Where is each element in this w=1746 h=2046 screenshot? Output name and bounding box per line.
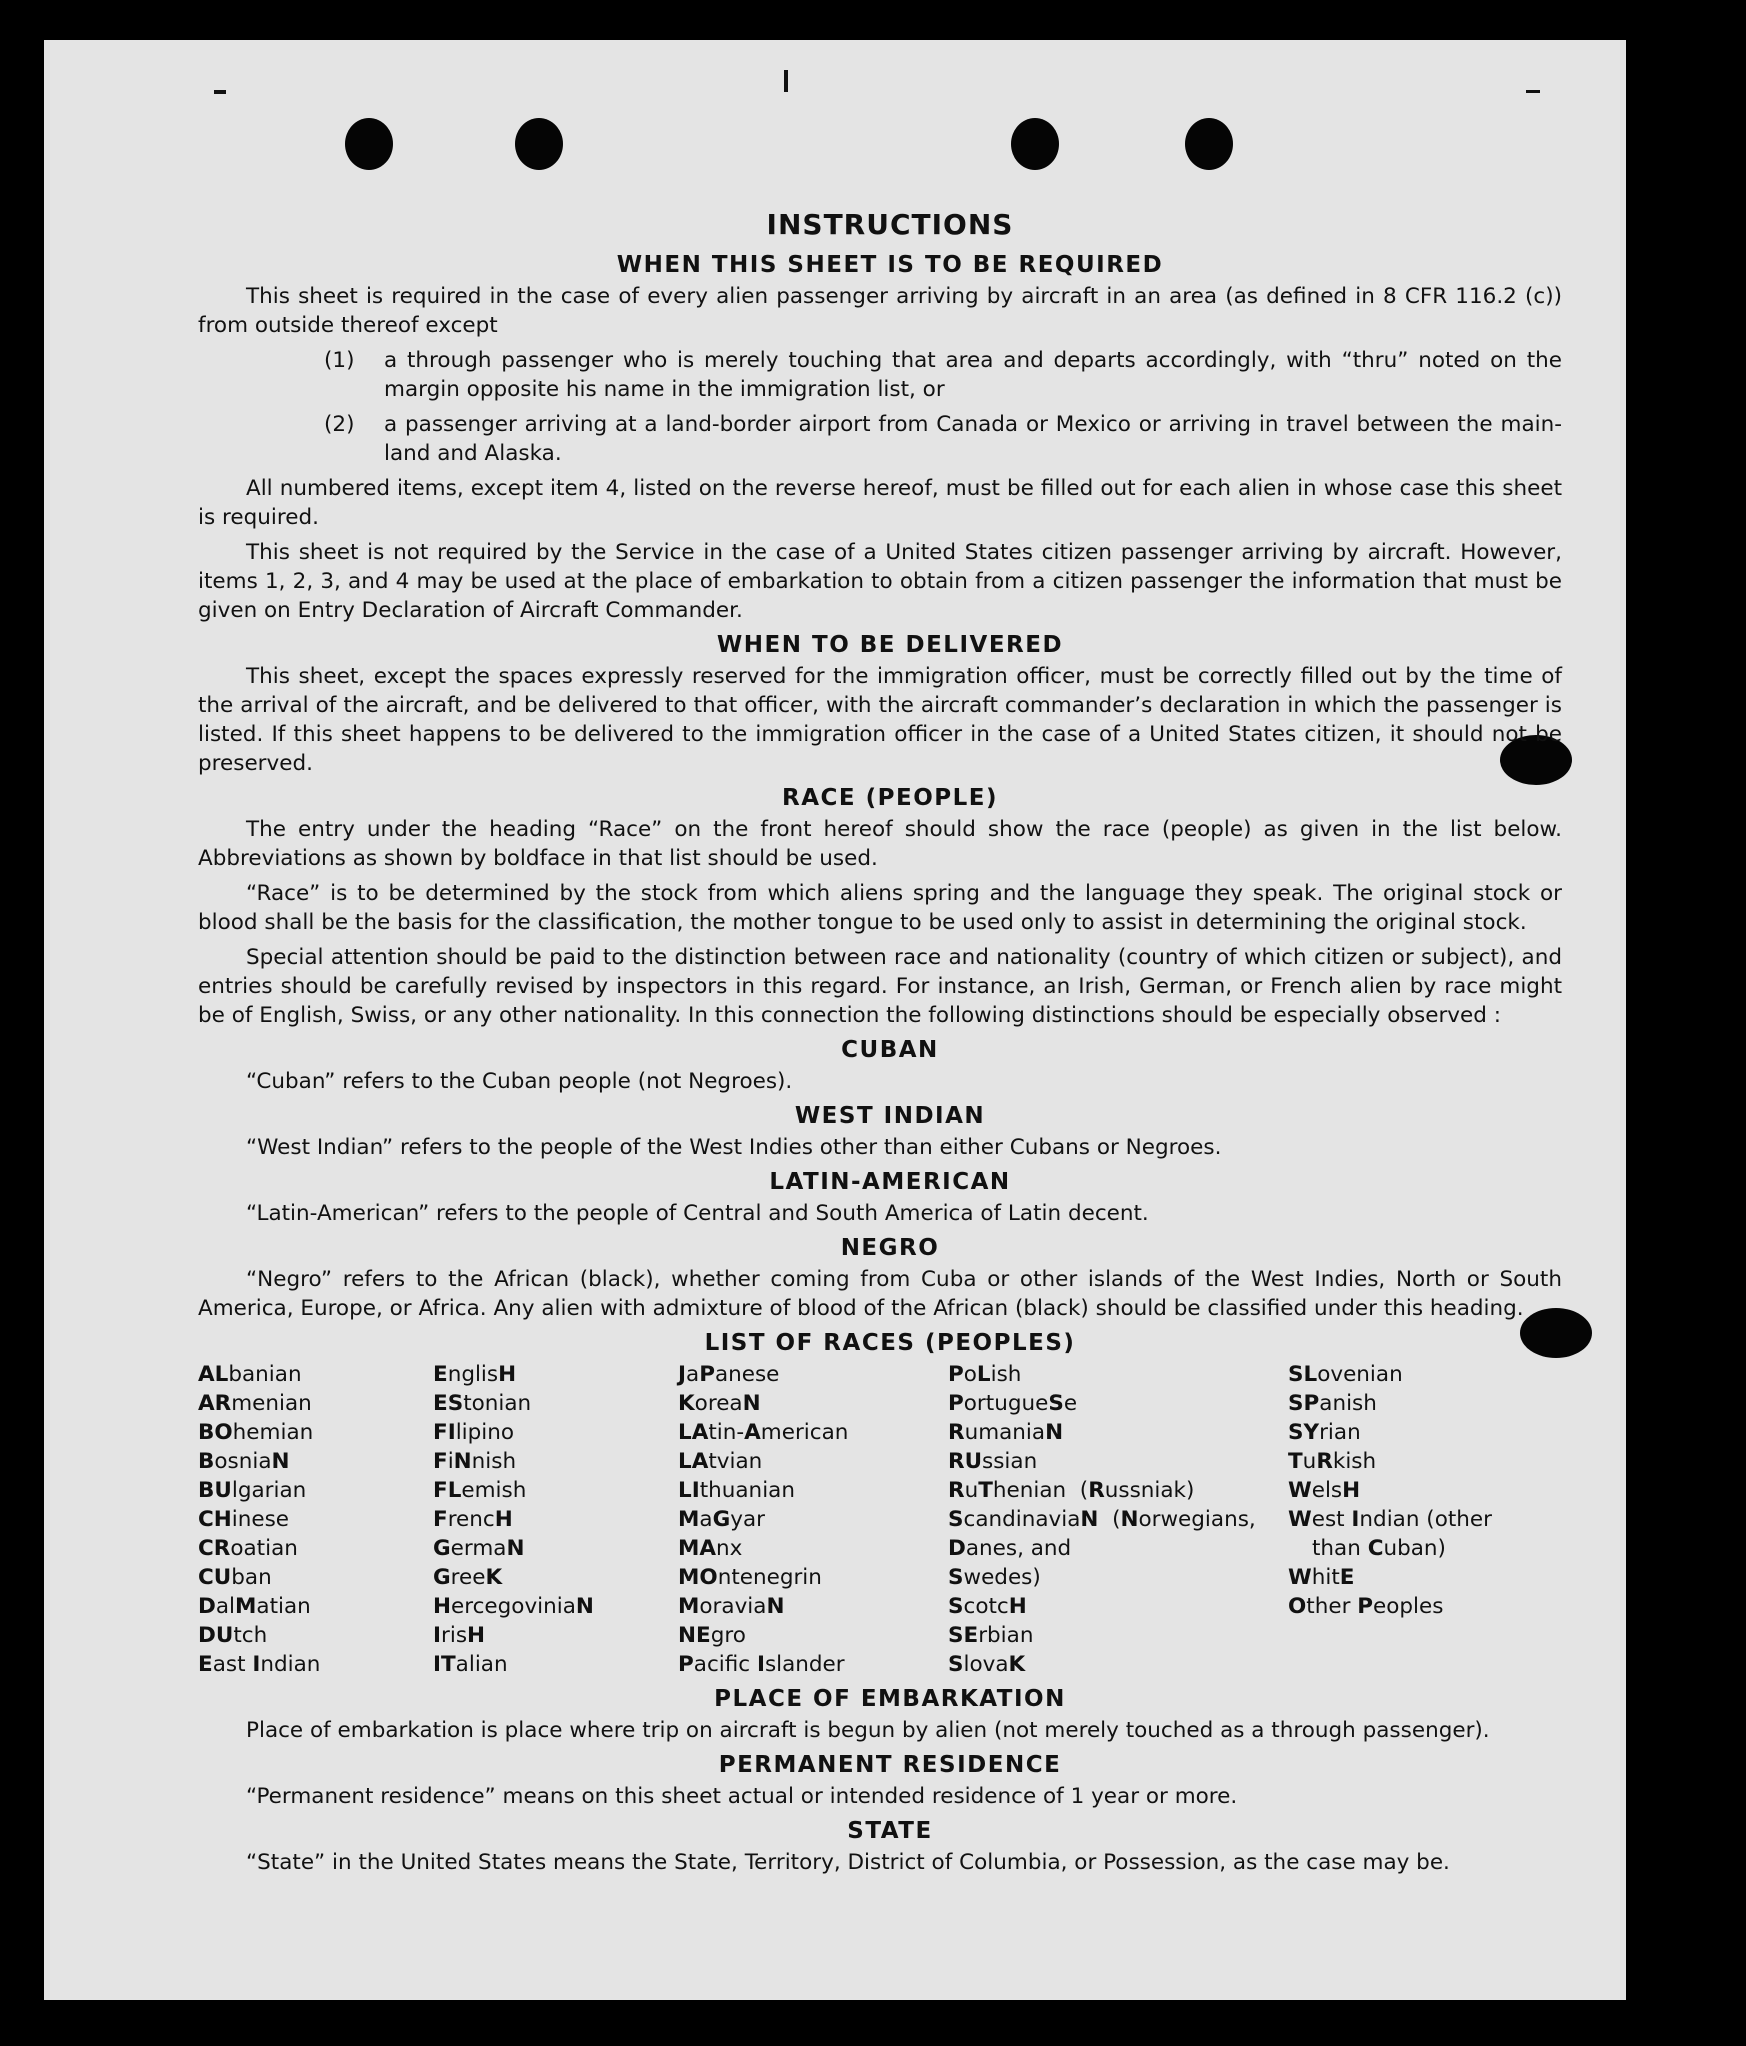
race-entry: SlovaK [948, 1652, 1026, 1677]
paragraph-numbered-items: All numbered items, except item 4, listed on the reverse hereof, must be filled out for each alien in whose case this sheet is required. [198, 476, 1562, 530]
paragraph-west-indian: “West Indian” refers to the people of the West Indies other than either Cubans or Negroes. [246, 1135, 1222, 1160]
paragraph-delivered: This sheet, except the spaces expressly reserved for the immigration officer, must be correctly filled out by the time of the arrival of the aircraft, and be delivered to that officer, with the aircraft commander’s declaration in which the passenger is listed. If this sheet happens to be delivered to the immigration officer in the case of a United States citizen, it should not be preserved. [198, 664, 1562, 776]
race-entry: KoreaN [678, 1391, 761, 1416]
exception-item [198, 346, 1562, 404]
race-entry: BUlgarian [198, 1478, 307, 1503]
race-entry: MAnx [678, 1536, 743, 1561]
race-entry: NEgro [678, 1623, 746, 1648]
race-entry: WhitE [1288, 1565, 1355, 1590]
heading-when-required: WHEN THIS SHEET IS TO BE REQUIRED [616, 252, 1164, 278]
race-entry: DUtch [198, 1623, 268, 1648]
paragraph-cuban: “Cuban” refers to the Cuban people (not Negroes). [246, 1069, 793, 1094]
race-entry: BOhemian [198, 1420, 314, 1445]
race-entry: FIlipino [433, 1420, 515, 1445]
race-entry: RUssian [948, 1449, 1038, 1474]
item-number: (2) [324, 412, 355, 437]
race-entry: MoraviaN [678, 1594, 785, 1619]
paragraph-negro: “Negro” refers to the African (black), whether coming from Cuba or other islands of the West Indies, North or South America, Europe, or Africa. Any alien with admixture of blood of the African (black) should be classified under this heading. [198, 1267, 1562, 1321]
paragraph-citizen: This sheet is not required by the Service in the case of a United States citizen passenger arriving by aircraft. However, items 1, 2, 3, and 4 may be used at the place of embarkation to obtain from a citizen passenger the information that must be given on Entry Declaration of Aircraft Commander. [198, 540, 1562, 623]
race-entry: Other Peoples [1288, 1594, 1444, 1619]
races-column [1288, 1360, 1548, 1679]
race-entry: BosniaN [198, 1449, 290, 1474]
race-entry: SErbian [948, 1623, 1034, 1648]
race-entry: EnglisH [433, 1362, 517, 1387]
race-entry: TuRkish [1288, 1449, 1377, 1474]
race-entry: HercegoviniaN [433, 1594, 594, 1619]
race-entry: SPanish [1288, 1391, 1377, 1416]
race-entry: Danes, and [948, 1536, 1072, 1561]
heading-race: RACE (PEOPLE) [782, 785, 998, 811]
speck [214, 90, 226, 94]
item-number: (1) [324, 348, 355, 373]
race-entry: PortugueSe [948, 1391, 1078, 1416]
punch-hole [345, 118, 393, 170]
races-column [433, 1360, 678, 1679]
speck [784, 70, 788, 92]
heading-list-of-races: LIST OF RACES (PEOPLES) [704, 1330, 1076, 1356]
heading-when-delivered: WHEN TO BE DELIVERED [716, 632, 1064, 658]
heading-negro: NEGRO [840, 1235, 940, 1261]
punch-hole [1011, 118, 1059, 170]
paragraph-state: “State” in the United States means the State, Territory, District of Columbia, or Possession, as the case may be. [246, 1850, 1450, 1875]
race-entry: EStonian [433, 1391, 532, 1416]
paragraph-embarkation: Place of embarkation is place where trip on aircraft is begun by alien (not merely touched as a through passenger). [246, 1718, 1490, 1743]
paragraph-residence: “Permanent residence” means on this sheet actual or intended residence of 1 year or more. [246, 1784, 1238, 1809]
race-entry: SLovenian [1288, 1362, 1403, 1387]
race-entry: MOntenegrin [678, 1565, 822, 1590]
race-entry: IrisH [433, 1623, 486, 1648]
race-entry: SYrian [1288, 1420, 1361, 1445]
race-entry: CHinese [198, 1507, 290, 1532]
heading-west-indian: WEST INDIAN [794, 1103, 986, 1129]
race-entry: MaGyar [678, 1507, 765, 1532]
race-entry: JaPanese [678, 1362, 780, 1387]
punch-hole [1185, 118, 1233, 170]
heading-place-of-embarkation: PLACE OF EMBARKATION [714, 1686, 1066, 1712]
heading-cuban: CUBAN [841, 1037, 939, 1063]
race-entry: LAtvian [678, 1449, 763, 1474]
race-entry: Swedes) [948, 1565, 1041, 1590]
paragraph-latin-american: “Latin-American” refers to the people of Central and South America of Latin decent. [246, 1201, 1149, 1226]
races-list [198, 1360, 1562, 1679]
race-entry: GreeK [433, 1565, 503, 1590]
race-entry: ARmenian [198, 1391, 312, 1416]
instructions-body [198, 210, 1562, 1883]
punch-hole [515, 118, 563, 170]
paragraph-race-3: Special attention should be paid to the distinction between race and nationality (country of which citizen or subject), and entries should be carefully revised by inspectors in this regard. For instance, an Irish, German, or French alien by race might be of English, Swiss, or any other nationality. In this connection the following distinctions should be especially observed : [198, 945, 1562, 1028]
paragraph-race-1: The entry under the heading “Race” on the front hereof should show the race (people) as given in the list below. Abbreviations as shown by boldface in that list should be used. [198, 817, 1562, 871]
speck [1526, 90, 1540, 93]
race-entry: DalMatian [198, 1594, 311, 1619]
race-entry: West Indian (other [1288, 1507, 1492, 1532]
race-entry: WelsH [1288, 1478, 1361, 1503]
race-entry: RumaniaN [948, 1420, 1064, 1445]
races-column [948, 1360, 1288, 1679]
item-text: a through passenger who is merely touching that area and departs accordingly, with “thru” noted on the margin opposite his name in the immigration list, or [384, 348, 1562, 402]
race-entry: FrencH [433, 1507, 513, 1532]
race-entry: East Indian [198, 1652, 321, 1677]
races-column [198, 1360, 433, 1679]
race-entry: FLemish [433, 1478, 527, 1503]
race-entry: CUban [198, 1565, 272, 1590]
paragraph-race-2: “Race” is to be determined by the stock from which aliens spring and the language they speak. The original stock or blood shall be the basis for the classification, the mother tongue to be used only to assist in determining the original stock. [198, 881, 1562, 935]
race-entry: RuThenian (Russniak) [948, 1478, 1195, 1503]
race-entry: LAtin-American [678, 1420, 849, 1445]
races-column [678, 1360, 948, 1679]
race-entry: Pacific Islander [678, 1652, 845, 1677]
page-title: INSTRUCTIONS [766, 208, 1014, 241]
race-entry: FiNnish [433, 1449, 517, 1474]
race-entry: ALbanian [198, 1362, 302, 1387]
race-entry: CRoatian [198, 1536, 298, 1561]
race-entry: ScotcH [948, 1594, 1027, 1619]
race-entry: PoLish [948, 1362, 1022, 1387]
heading-latin-american: LATIN-AMERICAN [769, 1169, 1011, 1195]
exception-item [198, 410, 1562, 468]
race-entry: ScandinaviaN (Norwegians, [948, 1507, 1256, 1532]
document-page [44, 40, 1626, 2000]
item-text: a passenger arriving at a land-border airport from Canada or Mexico or arriving in travel between the main-land and Alaska. [384, 412, 1562, 466]
race-entry: than Cuban) [1312, 1536, 1446, 1561]
race-entry: LIthuanian [678, 1478, 795, 1503]
race-entry: ITalian [433, 1652, 508, 1677]
heading-permanent-residence: PERMANENT RESIDENCE [718, 1752, 1062, 1778]
heading-state: STATE [847, 1818, 933, 1844]
race-entry: GermaN [433, 1536, 525, 1561]
paragraph-required-intro: This sheet is required in the case of every alien passenger arriving by aircraft in an area (as defined in 8 CFR 116.2 (c)) from outside thereof except [198, 284, 1562, 338]
